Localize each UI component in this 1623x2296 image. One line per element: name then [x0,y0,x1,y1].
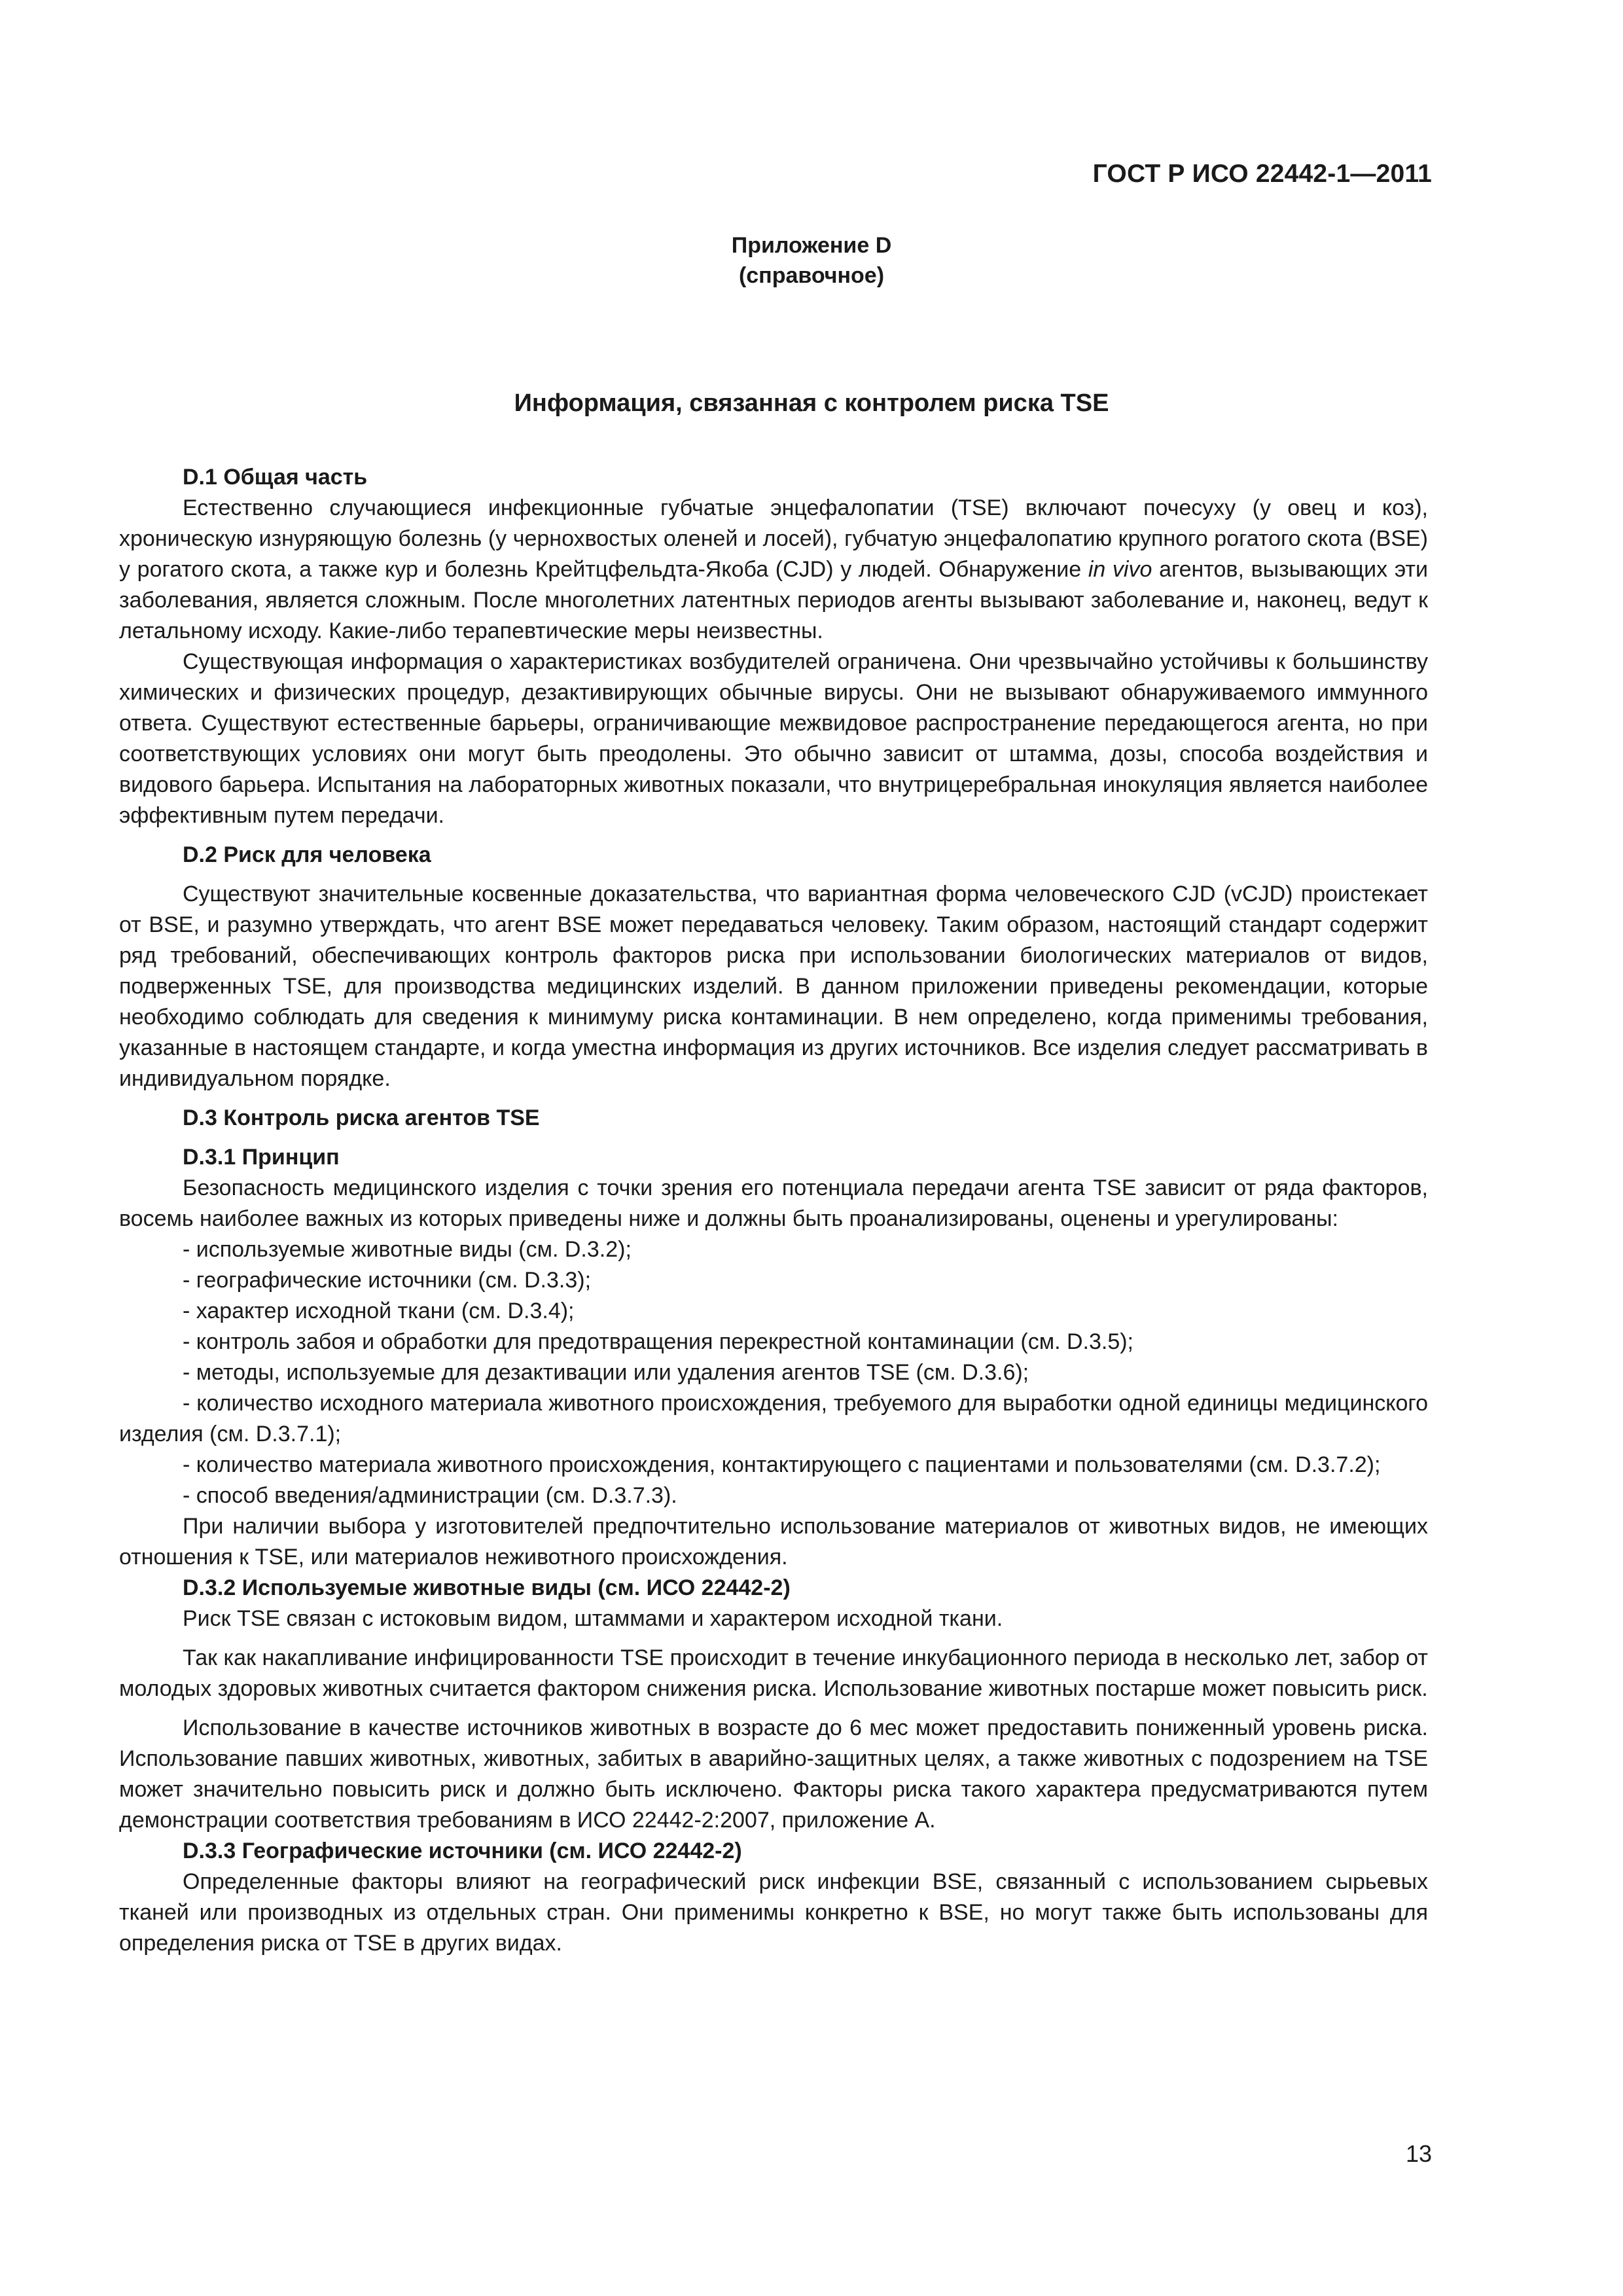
annex-label: Приложение D [731,233,892,258]
list-item: - используемые животные виды (см. D.3.2); [183,1237,632,1262]
section-d31-paragraph: Безопасность медицинского изделия с точки зрения его потенциала передачи агента TSE зависит от ряда факторов, восемь наиболее важных из которых приведены ниже и должны быть проанализированы, оценены и урегулированы: [119,1175,1428,1231]
section-d31-paragraph: При наличии выбора у изготовителей предпочтительно использование материалов от животных видов, не имеющих отношения к TSE, или материалов неживотного происхождения. [119,1514,1428,1570]
annex-title: Информация, связанная с контролем риска TSE [514,389,1109,417]
section-d31-heading: D.3.1 Принцип [183,1145,340,1170]
list-item: - контроль забоя и обработки для предотвращения перекрестной контаминации (см. D.3.5); [183,1329,1134,1354]
section-d32-paragraph: Использование в качестве источников животных в возрасте до 6 мес может предоставить пониженный уровень риска. Использование павших животных, животных, забитых в аварийно-защитных целях, а также животных с подозрением на TSE может значительно повысить риск и должно быть исключено. Факторы риска такого характера предусматриваются путем демонстрации соответствия требованиям в ИСО 22442-2:2007, приложение А. [119,1715,1428,1833]
section-d33-heading: D.3.3 Географические источники (см. ИСО 22442-2) [183,1839,742,1863]
section-d1-paragraph: Существующая информация о характеристиках возбудителей ограничена. Они чрезвычайно устойчивы к большинству химических и физических процедур, дезактивирующих обычные вирусы. Они не вызывают обнаруживаемого иммунного ответа. Существуют естественные барьеры, ограничивающие межвидовое распространение передающегося агента, но при соответствующих условиях они могут быть преодолены. Это обычно зависит от штамма, дозы, способа воздействия и видового барьера. Испытания на лабораторных животных показали, что внутрицеребральная инокуляция является наиболее эффективным путем передачи. [119,649,1428,828]
annex-type: (справочное) [738,263,885,288]
list-item: - методы, используемые для дезактивации или удаления агентов TSE (см. D.3.6); [183,1360,1029,1385]
section-d3-heading: D.3 Контроль риска агентов TSE [183,1105,540,1130]
section-d2-heading: D.2 Риск для человека [183,842,431,867]
annex-heading [0,230,1623,291]
document-body [119,462,1428,1959]
page-number: 13 [1405,2140,1432,2167]
section-d32-paragraph: Риск TSE связан с истоковым видом, штаммами и характером исходной ткани. [183,1606,1003,1631]
list-item: - количество материала животного происхождения, контактирующего с пациентами и пользователями (см. D.3.7.2); [183,1452,1381,1477]
section-d2-paragraph: Существуют значительные косвенные доказательства, что вариантная форма человеческого CJD (vCJD) проистекает от BSE, и разумно утверждать, что агент BSE может передаваться человеку. Таким образом, настоящий стандарт содержит ряд требований, обеспечивающих контроль факторов риска при использовании биологических материалов от видов, подверженных TSE, для производства медицинских изделий. В данном приложении приведены рекомендации, которые необходимо соблюдать для сведения к минимуму риска контаминации. В нем определено, когда применимы требования, указанные в настоящем стандарте, и когда уместна информация из других источников. Все изделия следует рассматривать в индивидуальном порядке. [119,882,1428,1091]
list-item: - характер исходной ткани (см. D.3.4); [183,1299,575,1323]
section-d1-paragraph: Естественно случающиеся инфекционные губчатые энцефалопатии (TSE) включают почесуху (у овец и коз), хроническую изнуряющую болезнь (у чернохвостых оленей и лосей), губчатую энцефалопатию крупного рогатого скота (BSE) у рогатого скота, а также кур и болезнь Крейтцфельдта-Якоба (CJD) у людей. Обнаружение in vivo агентов, вызывающих эти заболевания, является сложным. После многолетних латентных периодов агенты вызывают заболевание и, наконец, ведут к летальному исходу. Какие-либо терапевтические меры неизвестны. [119,495,1428,643]
section-d32-heading: D.3.2 Используемые животные виды (см. ИСО 22442-2) [183,1575,791,1600]
list-item: - способ введения/администрации (см. D.3.7.3). [183,1483,677,1508]
document-code: ГОСТ Р ИСО 22442-1—2011 [1092,160,1432,188]
section-d1-heading: D.1 Общая часть [183,465,368,490]
section-d33-paragraph: Определенные факторы влияют на географический риск инфекции BSE, связанный с использованием сырьевых тканей или производных из отдельных стран. Они применимы конкретно к BSE, но могут также быть использованы для определения риска от TSE в других видах. [119,1869,1428,1956]
section-d32-paragraph: Так как накапливание инфицированности TSE происходит в течение инкубационного периода в несколько лет, забор от молодых здоровых животных считается фактором снижения риска. Использование животных постарше может повысить риск. [119,1645,1428,1701]
list-item: - количество исходного материала животного происхождения, требуемого для выработки одной единицы медицинского изделия (см. D.3.7.1); [119,1391,1428,1446]
list-item: - географические источники (см. D.3.3); [183,1268,592,1293]
